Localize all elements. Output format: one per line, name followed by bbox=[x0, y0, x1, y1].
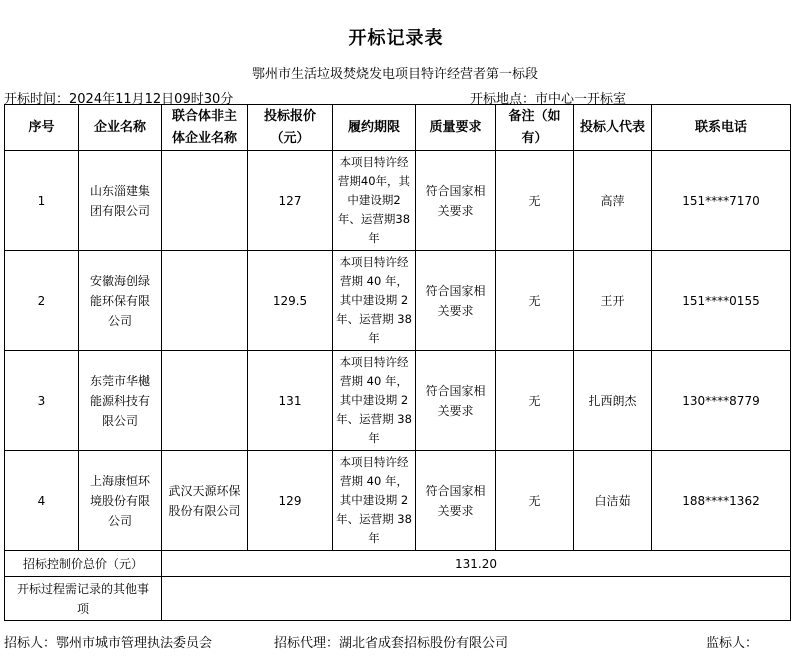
control-price-row bbox=[5, 551, 791, 577]
bid-record-table bbox=[4, 104, 791, 621]
cell-no: 1 bbox=[5, 151, 79, 251]
other-items-row bbox=[5, 577, 791, 621]
cell-name: 上海康恒环境股份有限公司 bbox=[79, 451, 162, 551]
header-note: 备注（如有） bbox=[496, 105, 574, 151]
cell-note: 无 bbox=[496, 251, 574, 351]
cell-no: 3 bbox=[5, 351, 79, 451]
cell-quality: 符合国家相关要求 bbox=[416, 351, 496, 451]
cell-price: 129.5 bbox=[248, 251, 333, 351]
cell-note: 无 bbox=[496, 151, 574, 251]
cell-term: 本项目特许经营期 40 年，其中建设期 2 年、运营期 38 年 bbox=[333, 251, 416, 351]
cell-term: 本项目特许经营期 40 年，其中建设期 2 年、运营期 38 年 bbox=[333, 451, 416, 551]
table-row bbox=[5, 251, 791, 351]
cell-rep: 白洁茹 bbox=[574, 451, 652, 551]
open-place-value: 市中心一开标室 bbox=[535, 92, 627, 107]
cell-name: 安徽海创绿能环保有限公司 bbox=[79, 251, 162, 351]
other-items-label: 开标过程需记录的其他事项 bbox=[5, 577, 162, 621]
cell-quality: 符合国家相关要求 bbox=[416, 451, 496, 551]
cell-rep: 高萍 bbox=[574, 151, 652, 251]
cell-note: 无 bbox=[496, 451, 574, 551]
open-time-label: 开标时间： bbox=[4, 92, 70, 107]
header-phone: 联系电话 bbox=[652, 105, 791, 151]
cell-no: 2 bbox=[5, 251, 79, 351]
header-quality: 质量要求 bbox=[416, 105, 496, 151]
open-place-label: 开标地点： bbox=[470, 92, 536, 107]
cell-phone: 130****8779 bbox=[652, 351, 791, 451]
header-rep: 投标人代表 bbox=[574, 105, 652, 151]
header-no: 序号 bbox=[5, 105, 79, 151]
cell-rep: 扎西朗杰 bbox=[574, 351, 652, 451]
cell-price: 127 bbox=[248, 151, 333, 251]
header-name: 企业名称 bbox=[79, 105, 162, 151]
cell-no: 4 bbox=[5, 451, 79, 551]
table-row bbox=[5, 151, 791, 251]
supervisor: 监标人： bbox=[706, 636, 759, 651]
cell-note: 无 bbox=[496, 351, 574, 451]
tender-agent: 招标代理：湖北省成套招标股份有限公司 bbox=[274, 636, 509, 651]
cell-phone: 151****7170 bbox=[652, 151, 791, 251]
cell-rep: 王开 bbox=[574, 251, 652, 351]
cell-name: 山东淄建集团有限公司 bbox=[79, 151, 162, 251]
cell-joint: 武汉天源环保股份有限公司 bbox=[162, 451, 248, 551]
cell-joint bbox=[162, 251, 248, 351]
cell-name: 东莞市华樾能源科技有限公司 bbox=[79, 351, 162, 451]
open-time-value: 2024年11月12日09时30分 bbox=[69, 92, 234, 107]
header-price: 投标报价（元） bbox=[248, 105, 333, 151]
cell-joint bbox=[162, 151, 248, 251]
project-subtitle: 鄂州市生活垃圾焚烧发电项目特许经营者第一标段 bbox=[251, 67, 538, 82]
table-row bbox=[5, 351, 791, 451]
table-header-row bbox=[5, 105, 791, 151]
cell-phone: 151****0155 bbox=[652, 251, 791, 351]
control-price-label: 招标控制价总价（元） bbox=[5, 551, 162, 577]
cell-joint bbox=[162, 351, 248, 451]
table-row bbox=[5, 451, 791, 551]
cell-phone: 188****1362 bbox=[652, 451, 791, 551]
cell-price: 129 bbox=[248, 451, 333, 551]
cell-term: 本项目特许经营期 40 年，其中建设期 2 年、运营期 38 年 bbox=[333, 351, 416, 451]
cell-price: 131 bbox=[248, 351, 333, 451]
tenderer: 招标人：鄂州市城市管理执法委员会 bbox=[4, 636, 213, 651]
other-items-value bbox=[162, 577, 791, 621]
control-price-value: 131.20 bbox=[162, 551, 791, 577]
page-title: 开标记录表 bbox=[348, 28, 444, 49]
cell-quality: 符合国家相关要求 bbox=[416, 251, 496, 351]
header-joint: 联合体非主体企业名称 bbox=[162, 105, 248, 151]
header-term: 履约期限 bbox=[333, 105, 416, 151]
cell-term: 本项目特许经营期40年，其中建设期2年、运营期38年 bbox=[333, 151, 416, 251]
cell-quality: 符合国家相关要求 bbox=[416, 151, 496, 251]
